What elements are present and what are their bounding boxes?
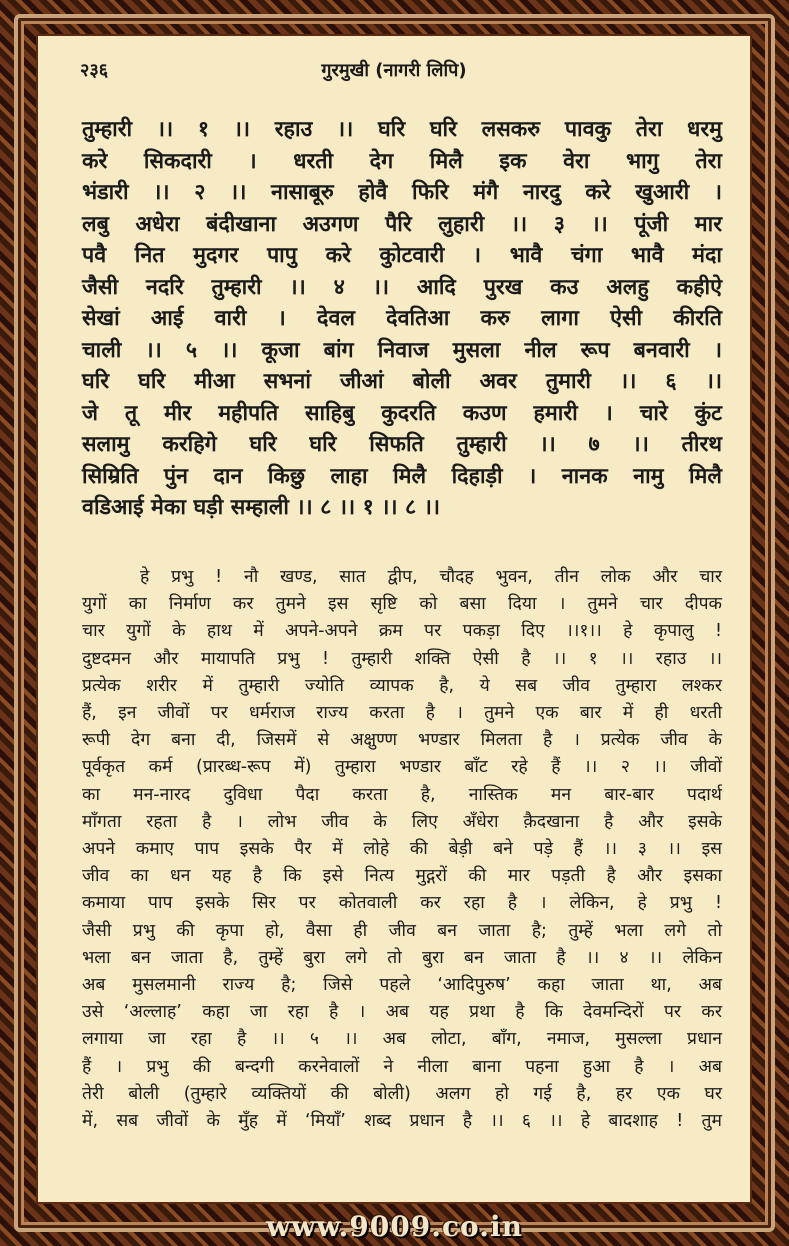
translation-line: भला बन जाता है, तुम्हें बुरा लगे तो बुरा बन जाता है ।। ४ ।। लेकिन <box>82 947 722 968</box>
page-header <box>38 58 750 88</box>
verse-line: वडिआई मेका घड़ी सम्हाली ।। ८ ।। १ ।। ८ ।। <box>82 495 441 520</box>
translation-line: दुष्टदमन और मायापति प्रभु ! तुम्हारी शक्ति ऐसी है ।। १ ।। रहाउ ।। <box>82 648 722 669</box>
translation-line: हे प्रभु ! नौ खण्ड, सात द्वीप, चौदह भुवन, तीन लोक और चार <box>140 567 722 587</box>
translation-line: चार युगों के हाथ में अपने-अपने क्रम पर पकड़ा दिए ।।१।। हे कृपालु ! <box>82 621 722 642</box>
translation-line: हैं । प्रभु की बन्दगी करनेवालों ने नीला बाना पहना हुआ है । अब <box>82 1056 722 1077</box>
translation-line: जीव का धन यह है कि इसे नित्य मुद्गरों की मार पड़ती है और इसका <box>82 866 722 887</box>
translation-line: अब मुसलमानी राज्य है; जिसे पहले ‘आदिपुरुष’ कहा जाता था, अब <box>82 975 722 996</box>
translation-line: हैं, इन जीवों पर धर्मराज राज्य करता है । तुमने एक बार में ही धरती <box>82 703 722 724</box>
translation-line: रूपी देग बना दी, जिसमें से अक्षुण्ण भण्डार मिलता है । प्रत्येक जीव के <box>82 730 722 751</box>
translation-line: लगाया जा रहा है ।। ५ ।। अब लोटा, बाँग, नमाज, मुसल्ला प्रधान <box>82 1029 722 1050</box>
page-number: २३६ <box>80 60 109 81</box>
translation-line: तेरी बोली (तुम्हारे व्यक्तियों की बोली) अलग हो गई है, हर एक घर <box>82 1083 722 1104</box>
translation-line: अपने कमाए पाप इसके पैर में लोहे की बेड़ी बने पड़े हैं ।। ३ ।। इस <box>82 839 722 860</box>
verse-line: घरि घरि मीआ सभनां जीआं बोली अवर तुमारी ।। ६ ।। <box>82 369 722 394</box>
translation-line: युगों का निर्माण कर तुमने इस सृष्टि को बसा दिया । तुमने चार दीपक <box>82 594 722 615</box>
verse-line: जैसी नदरि तुम्हारी ।। ४ ।। आदि पुरख कउ अलहु कहीऐ <box>82 274 722 300</box>
translation-block <box>82 564 722 1135</box>
verse-line: लबु अधेरा बंदीखाना अउगण पैरि लुहारी ।। ३ ।। पूंजी मार <box>82 211 722 237</box>
verse-line: चाली ।। ५ ।। कूजा बांग निवाज मुसला नील रूप बनवारी । <box>82 337 722 363</box>
verse-line: करे सिकदारी । धरती देग मिलै इक वेरा भागु तेरा <box>82 148 722 174</box>
website-watermark: www.9009.co.in <box>266 1210 523 1243</box>
book-page <box>36 34 752 1204</box>
verse-line: तुम्हारी ।। १ ।। रहाउ ।। घरि घरि लसकरु पावकु तेरा धरमु <box>82 117 722 142</box>
verse-line: सलामु करहिगे घरि घरि सिफति तुम्हारी ।। ७ ।। तीरथ <box>82 432 722 457</box>
verse-block <box>82 114 722 524</box>
verse-line: भंडारी ।। २ ।। नासाबूरु होवै फिरि मंगै नारदु करे खुआरी । <box>82 180 722 205</box>
translation-line: में, सब जीवों के मुँह में ‘मियाँ’ शब्द प्रधान है ।। ६ ।। हे बादशाह ! तुम <box>82 1111 722 1132</box>
translation-line: उसे ‘अल्लाह’ कहा जा रहा है । अब यह प्रथा है कि देवमन्दिरों पर कर <box>82 1002 722 1023</box>
running-title: गुरमुखी (नागरी लिपि) <box>321 60 467 81</box>
footer <box>0 1210 789 1246</box>
translation-line: कमाया पाप इसके सिर पर कोतवाली कर रहा है । लेकिन, हे प्रभु ! <box>82 893 722 914</box>
translation-line: माँगता रहता है । लोभ जीव के लिए अँधेरा क़ैदखाना है और इसके <box>82 811 722 832</box>
verse-line: सिम्रिति पुंन दान किछु लाहा मिलै दिहाड़ी । नानक नामु मिलै <box>82 463 722 489</box>
verse-line: सेखां आई वारी । देवल देवतिआ करु लागा ऐसी कीरति <box>82 306 722 331</box>
translation-line: प्रत्येक शरीर में तुम्हारी ज्योति व्यापक है, ये सब जीव तुम्हारा लश्कर <box>82 675 722 696</box>
verse-line: जे तू मीर महीपति साहिबु कुदरति कउण हमारी । चारे कुंट <box>82 400 722 426</box>
translation-line: पूर्वकृत कर्म (प्रारब्ध-रूप में) तुम्हारा भण्डार बाँट रहे हैं ।। २ ।। जीवों <box>82 757 722 778</box>
translation-line: जैसी प्रभु की कृपा हो, वैसा ही जीव बन जाता है; तुम्हें भला लगे तो <box>82 920 722 941</box>
verse-line: पवै नित मुदगर पापु करे कुोटवारी । भावै चंगा भावै मंदा <box>82 243 722 268</box>
translation-line: का मन-नारद दुविधा पैदा करता है, नास्तिक मन बार-बार पदार्थ <box>82 784 722 805</box>
